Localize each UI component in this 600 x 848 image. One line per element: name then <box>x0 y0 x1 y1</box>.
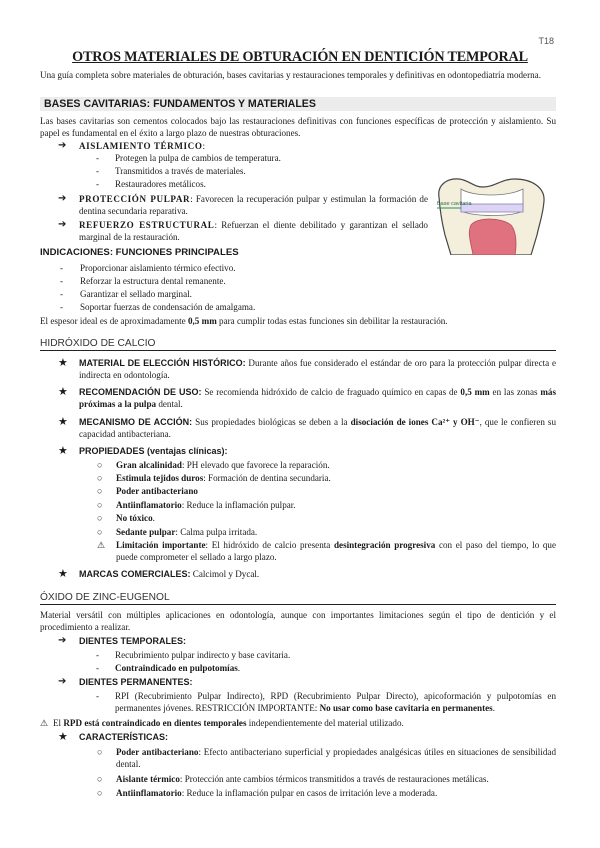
arrow-icon: ➔ <box>58 219 67 230</box>
list-item: ○ Antiinflamatorio: Reduce la inflamación pulpar. <box>97 500 296 510</box>
star-icon: ★ <box>58 568 68 580</box>
star-icon: ★ <box>58 357 68 369</box>
figure-label: Base cavitaria <box>437 201 472 207</box>
arrow-icon: ➔ <box>58 140 67 151</box>
list-item: ○ Poder antibacteriano: Efecto antibacteriano superficial y propiedades analgésicas útiles en situaciones de sensibilidad dental. <box>97 747 556 770</box>
aislamiento-item: ➔ AISLAMIENTO TÉRMICO: <box>58 140 206 151</box>
dash-bullet: - <box>60 289 64 299</box>
mecanismo-item: ★ MECANISMO DE ACCIÓN: Sus propiedades biológicas se deben a la disociación de iones Ca²⁺ y OH⁻, que le confieren su capacidad antibacteriana. <box>58 416 556 440</box>
circle-bullet: ○ <box>97 473 103 483</box>
list-item: - Restauradores metálicos. <box>96 179 206 189</box>
warning-icon: ⚠ <box>40 718 49 728</box>
list-item: - Soportar fuerzas de condensación de amalgama. <box>60 302 256 312</box>
circle-bullet: ○ <box>97 527 103 537</box>
list-item: - Transmitidos a través de materiales. <box>96 166 246 176</box>
page-number: T18 <box>538 36 554 46</box>
list-item: - Recubrimiento pulpar indirecto y base cavitaria. <box>96 650 291 660</box>
dash-bullet: - <box>96 179 100 189</box>
refuerzo-item: ➔ REFUERZO ESTRUCTURAL: Refuerzan el diente debilitado y garantizan el sellado marginal de la restauración. <box>58 219 428 243</box>
document-title: OTROS MATERIALES DE OBTURACIÓN EN DENTICIÓN TEMPORAL <box>72 49 528 65</box>
list-item: ○ Estimula tejidos duros: Formación de dentina secundaria. <box>97 473 331 483</box>
aislamiento-label: AISLAMIENTO TÉRMICO <box>79 141 203 151</box>
circle-bullet: ○ <box>97 486 103 496</box>
circle-bullet: ○ <box>97 500 103 510</box>
dash-bullet: - <box>60 276 64 286</box>
star-icon: ★ <box>58 386 68 398</box>
indicaciones-heading: INDICACIONES: FUNCIONES PRINCIPALES <box>40 247 239 258</box>
proteccion-label: PROTECCIÓN PULPAR <box>79 194 191 204</box>
dash-bullet: - <box>96 650 100 660</box>
warning-icon: ⚠ <box>97 540 106 550</box>
temporales-item: ➔ DIENTES TEMPORALES: <box>58 635 187 646</box>
list-item: - Protegen la pulpa de cambios de temperatura. <box>96 153 281 163</box>
list-item: ○ Antiinflamatorio: Reduce la inflamación pulpar en casos de irritación leve a moderada. <box>97 788 438 798</box>
refuerzo-label: REFUERZO ESTRUCTURAL <box>79 220 215 230</box>
eleccion-item: ★ MATERIAL DE ELECCIÓN HISTÓRICO: Durante años fue considerado el estándar de oro para la protección pulpar directa e indirecta en odontología. <box>58 357 556 381</box>
limitacion-item: ⚠ Limitación importante: El hidróxido de calcio presenta desintegración progresiva con el paso del tiempo, lo que puede comprometer el sellado a largo plazo. <box>97 540 557 563</box>
circle-bullet: ○ <box>97 513 103 523</box>
list-item: - RPI (Recubrimiento Pulpar Indirecto), RPD (Recubrimiento Pulpar Directo), apicoformación y pulpotomías en permanentes jóvenes. RESTRICCIÓN IMPORTANTE: No usar como base cavitaria en permanentes. <box>96 691 556 714</box>
list-item: - Reforzar la estructura dental remanente. <box>60 276 226 286</box>
marcas-item: ★ MARCAS COMERCIALES: Calcimol y Dycal. <box>58 568 260 580</box>
propiedades-item: ★ PROPIEDADES (ventajas clínicas): <box>58 445 228 457</box>
list-item: - Proporcionar aislamiento térmico efectivo. <box>60 263 236 273</box>
espesor-paragraph: El espesor ideal es de aproximadamente 0,5 mm para cumplir todas estas funciones sin debilitar la restauración. <box>40 316 448 326</box>
intro-paragraph: Una guía completa sobre materiales de obturación, bases cavitarias y restauraciones temporales y definitivas en odontopediatría moderna. <box>40 70 541 80</box>
circle-bullet: ○ <box>97 460 103 470</box>
arrow-icon: ➔ <box>58 635 67 646</box>
warning-note: ⚠ El RPD está contraindicado en dientes temporales independientemente del material utilizado. <box>40 718 404 728</box>
dash-bullet: - <box>96 153 100 163</box>
list-item: ○ Sedante pulpar: Calma pulpa irritada. <box>97 527 258 537</box>
dash-bullet: - <box>96 691 100 701</box>
list-item: ○ Poder antibacteriano <box>97 486 198 496</box>
circle-bullet: ○ <box>97 747 103 757</box>
recomendacion-item: ★ RECOMENDACIÓN DE USO: Se recomienda hidróxido de calcio de fraguado químico en capas de 0,5 mm en las zonas más próximas a la pulpa dental. <box>58 386 556 410</box>
arrow-icon: ➔ <box>58 676 67 687</box>
section-heading-hidroxido: HIDRÓXIDO DE CALCIO <box>40 337 556 351</box>
dash-bullet: - <box>96 166 100 176</box>
list-item: - Contraindicado en pulpotomías. <box>96 663 241 673</box>
section-heading-bases: BASES CAVITARIAS: FUNDAMENTOS Y MATERIALES <box>40 97 556 111</box>
list-item: - Garantizar el sellado marginal. <box>60 289 192 299</box>
arrow-icon: ➔ <box>58 193 67 204</box>
zinc-intro: Material versátil con múltiples aplicaciones en odontología, aunque con importantes limitaciones según el tipo de dentición y el procedimiento a realizar. <box>40 610 556 633</box>
star-icon: ★ <box>58 445 68 457</box>
list-item: ○ No tóxico. <box>97 513 155 523</box>
circle-bullet: ○ <box>97 788 103 798</box>
dash-bullet: - <box>60 263 64 273</box>
list-item: ○ Gran alcalinidad: PH elevado que favorece la reparación. <box>97 460 330 470</box>
star-icon: ★ <box>58 416 68 428</box>
dash-bullet: - <box>96 663 100 673</box>
section-heading-zinc: ÓXIDO DE ZINC-EUGENOL <box>40 591 556 605</box>
circle-bullet: ○ <box>97 774 103 784</box>
permanentes-item: ➔ DIENTES PERMANENTES: <box>58 676 193 687</box>
tooth-diagram <box>431 175 552 255</box>
proteccion-item: ➔ PROTECCIÓN PULPAR: Favorecen la recuperación pulpar y estimulan la formación de dentina secundaria reparativa. <box>58 193 428 217</box>
star-icon: ★ <box>58 731 68 743</box>
list-item: ○ Aislante térmico: Protección ante cambios térmicos transmitidos a través de restauraciones metálicas. <box>97 774 489 784</box>
bases-paragraph: Las bases cavitarias son cementos colocados bajo las restauraciones definitivas con funciones específicas de protección y aislamiento. Su papel es fundamental en el éxito a largo plazo de nuestras obturaciones. <box>40 116 556 139</box>
caracteristicas-item: ★ CARACTERÍSTICAS: <box>58 731 168 743</box>
dash-bullet: - <box>60 302 64 312</box>
